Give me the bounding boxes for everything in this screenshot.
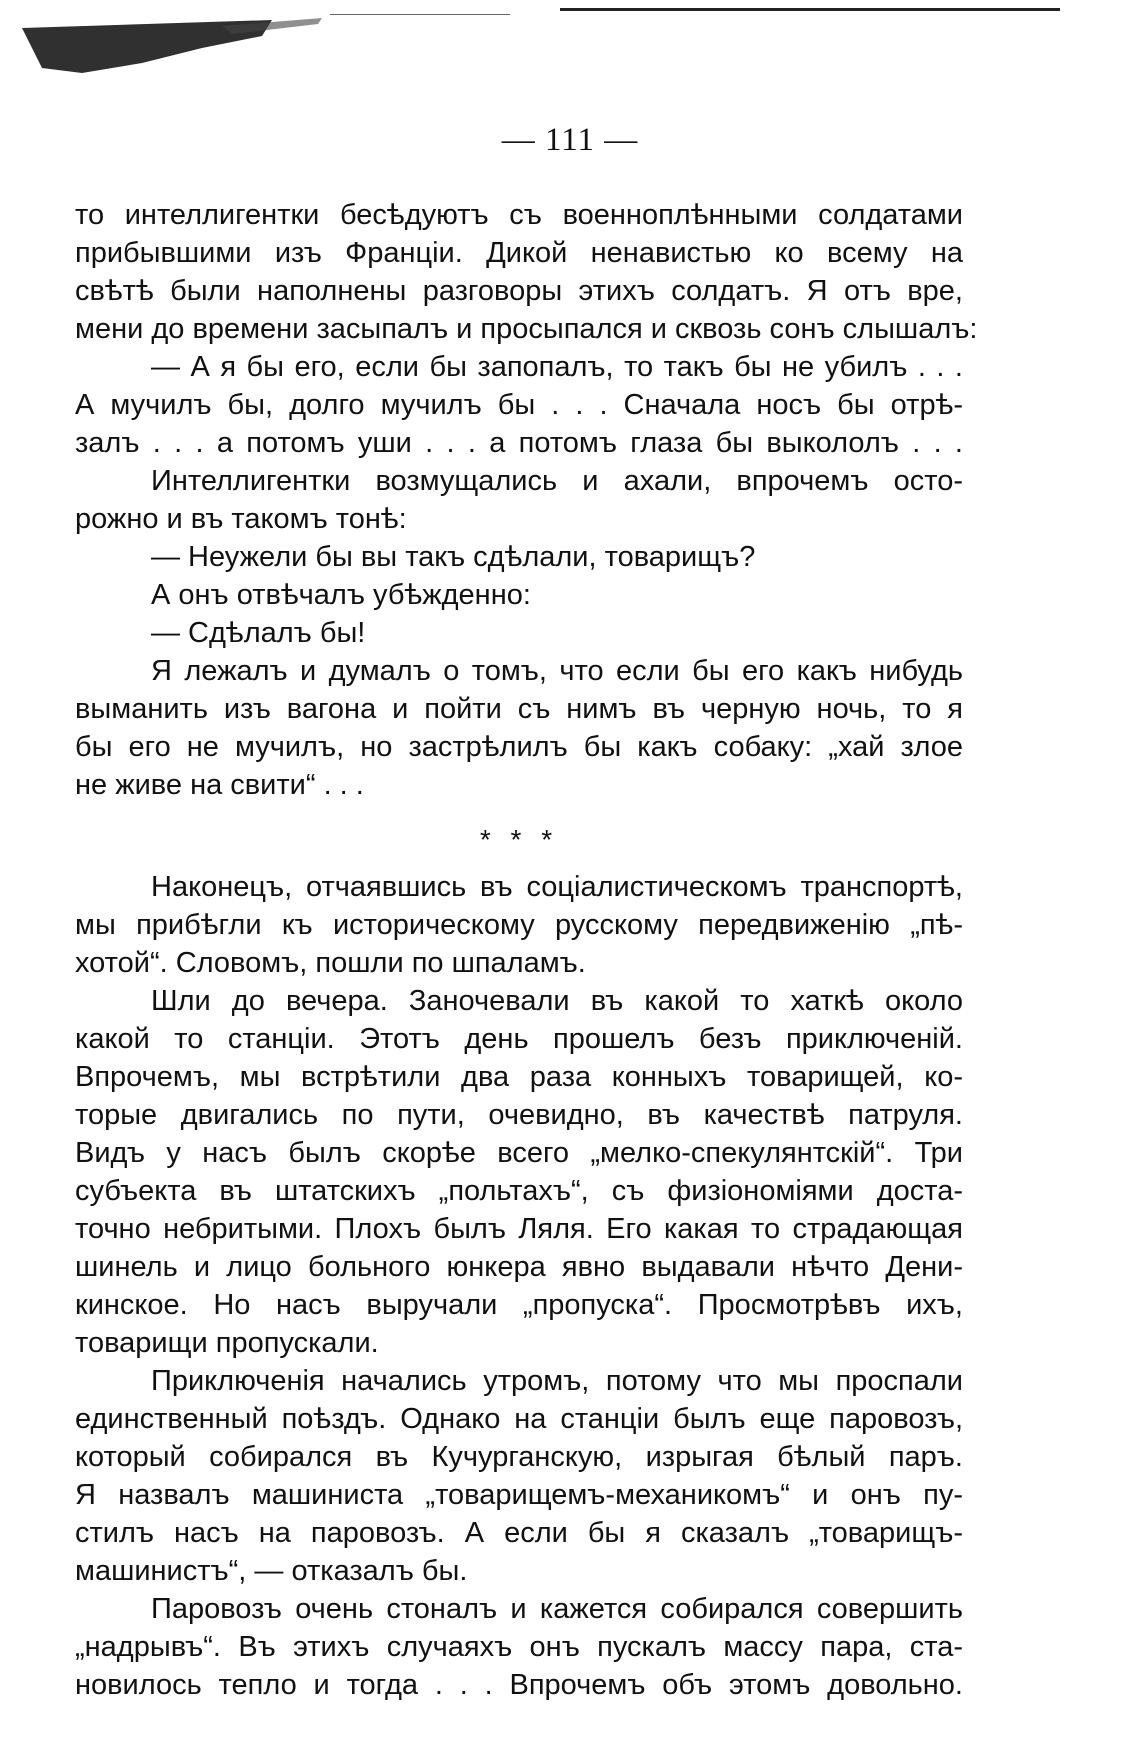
text-line: Приключенія начались утромъ, потому что мы проспали [151,1365,963,1397]
scan-smudge-mark [22,18,322,78]
text-line: Видъ у насъ былъ скорѣе всего „мелко-спекулянтскій“. Три [75,1137,963,1169]
text-line: торые двигались по пути, очевидно, въ качествѣ патруля. [75,1099,963,1131]
text-line: „надрывъ“. Въ этихъ случаяхъ онъ пускалъ массу пара, ста- [75,1631,963,1663]
text-line: рожно и въ такомъ тонѣ: [75,503,407,535]
top-edge-rule-left [330,14,510,15]
text-line: мы прибѣгли къ историческому русскому передвиженію „пѣ- [75,909,963,941]
text-line: Паровозъ очень стоналъ и кажется собирался совершить [151,1593,963,1625]
text-line: товарищи пропускали. [75,1327,379,1359]
text-line: прибывшими изъ Франціи. Дикой ненавистью ко всему на [75,237,963,269]
text-line: кинское. Но насъ выручали „пропуска“. Просмотрѣвъ ихъ, [75,1289,963,1321]
top-edge-rule [560,8,1060,11]
text-line: Наконецъ, отчаявшись въ соціалистическомъ транспортѣ, [151,871,963,903]
text-line: стилъ насъ на паровозъ. А если бы я сказалъ „товарищъ- [75,1517,963,1549]
text-line: то интеллигентки бесѣдуютъ съ военноплѣнными солдатами [75,199,963,231]
text-line: точно небритыми. Плохъ былъ Ляля. Его какая то страдающая [75,1213,963,1245]
text-line: — Сдѣлалъ бы! [151,617,366,649]
page-number: — 111 — [501,122,639,158]
text-line: — Неужели бы вы такъ сдѣлали, товарищъ? [151,541,756,573]
text-line: свѣтѣ были наполнены разговоры этихъ солдатъ. Я отъ вре, [75,275,963,307]
text-line: хотой“. Словомъ, пошли по шпаламъ. [75,947,586,979]
text-line: Впрочемъ, мы встрѣтили два раза конныхъ товарищей, ко- [75,1061,963,1093]
text-line: залъ . . . а потомъ уши . . . а потомъ глаза бы выкололъ . . . [75,427,963,459]
text-line: не живе на свити“ . . . [75,769,364,801]
text-line: новилось тепло и тогда . . . Впрочемъ объ этомъ довольно. [75,1669,963,1701]
text-line: субъекта въ штатскихъ „польтахъ“, съ физіономіями доста- [75,1175,963,1207]
text-line: А онъ отвѣчалъ убѣжденно: [151,579,531,611]
text-line: который собирался въ Кучурганскую, изрыгая бѣлый паръ. [75,1441,963,1473]
section-asterism: * * * [479,824,559,855]
text-line: Я лежалъ и думалъ о томъ, что если бы его какъ нибудь [151,655,963,687]
page-body [75,196,978,1704]
text-line: Интеллигентки возмущались и ахали, впрочемъ осто- [151,465,963,497]
text-line: единственный поѣздъ. Однако на станціи былъ еще паровозъ, [75,1403,963,1435]
text-line: какой то станціи. Этотъ день прошелъ безъ приключеній. [75,1023,963,1055]
text-line: Шли до вечера. Заночевали въ какой то хаткѣ около [151,985,963,1017]
text-line: бы его не мучилъ, но застрѣлилъ бы какъ собаку: „хай злое [75,731,963,763]
text-line: шинель и лицо больного юнкера явно выдавали нѣчто Дени- [75,1251,963,1283]
text-line: выманить изъ вагона и пойти съ нимъ въ черную ночь, то я [75,693,963,725]
text-line: Я назвалъ машиниста „товарищемъ-механикомъ“ и онъ пу- [75,1479,963,1511]
text-line: мени до времени засыпалъ и просыпался и сквозь сонъ слышалъ: [75,313,978,345]
text-line: — А я бы его, если бы запопалъ, то такъ бы не убилъ . . . [151,351,963,383]
text-line: машинистъ“, — отказалъ бы. [75,1555,468,1587]
text-line: А мучилъ бы, долго мучилъ бы . . . Сначала носъ бы отрѣ- [75,389,963,421]
